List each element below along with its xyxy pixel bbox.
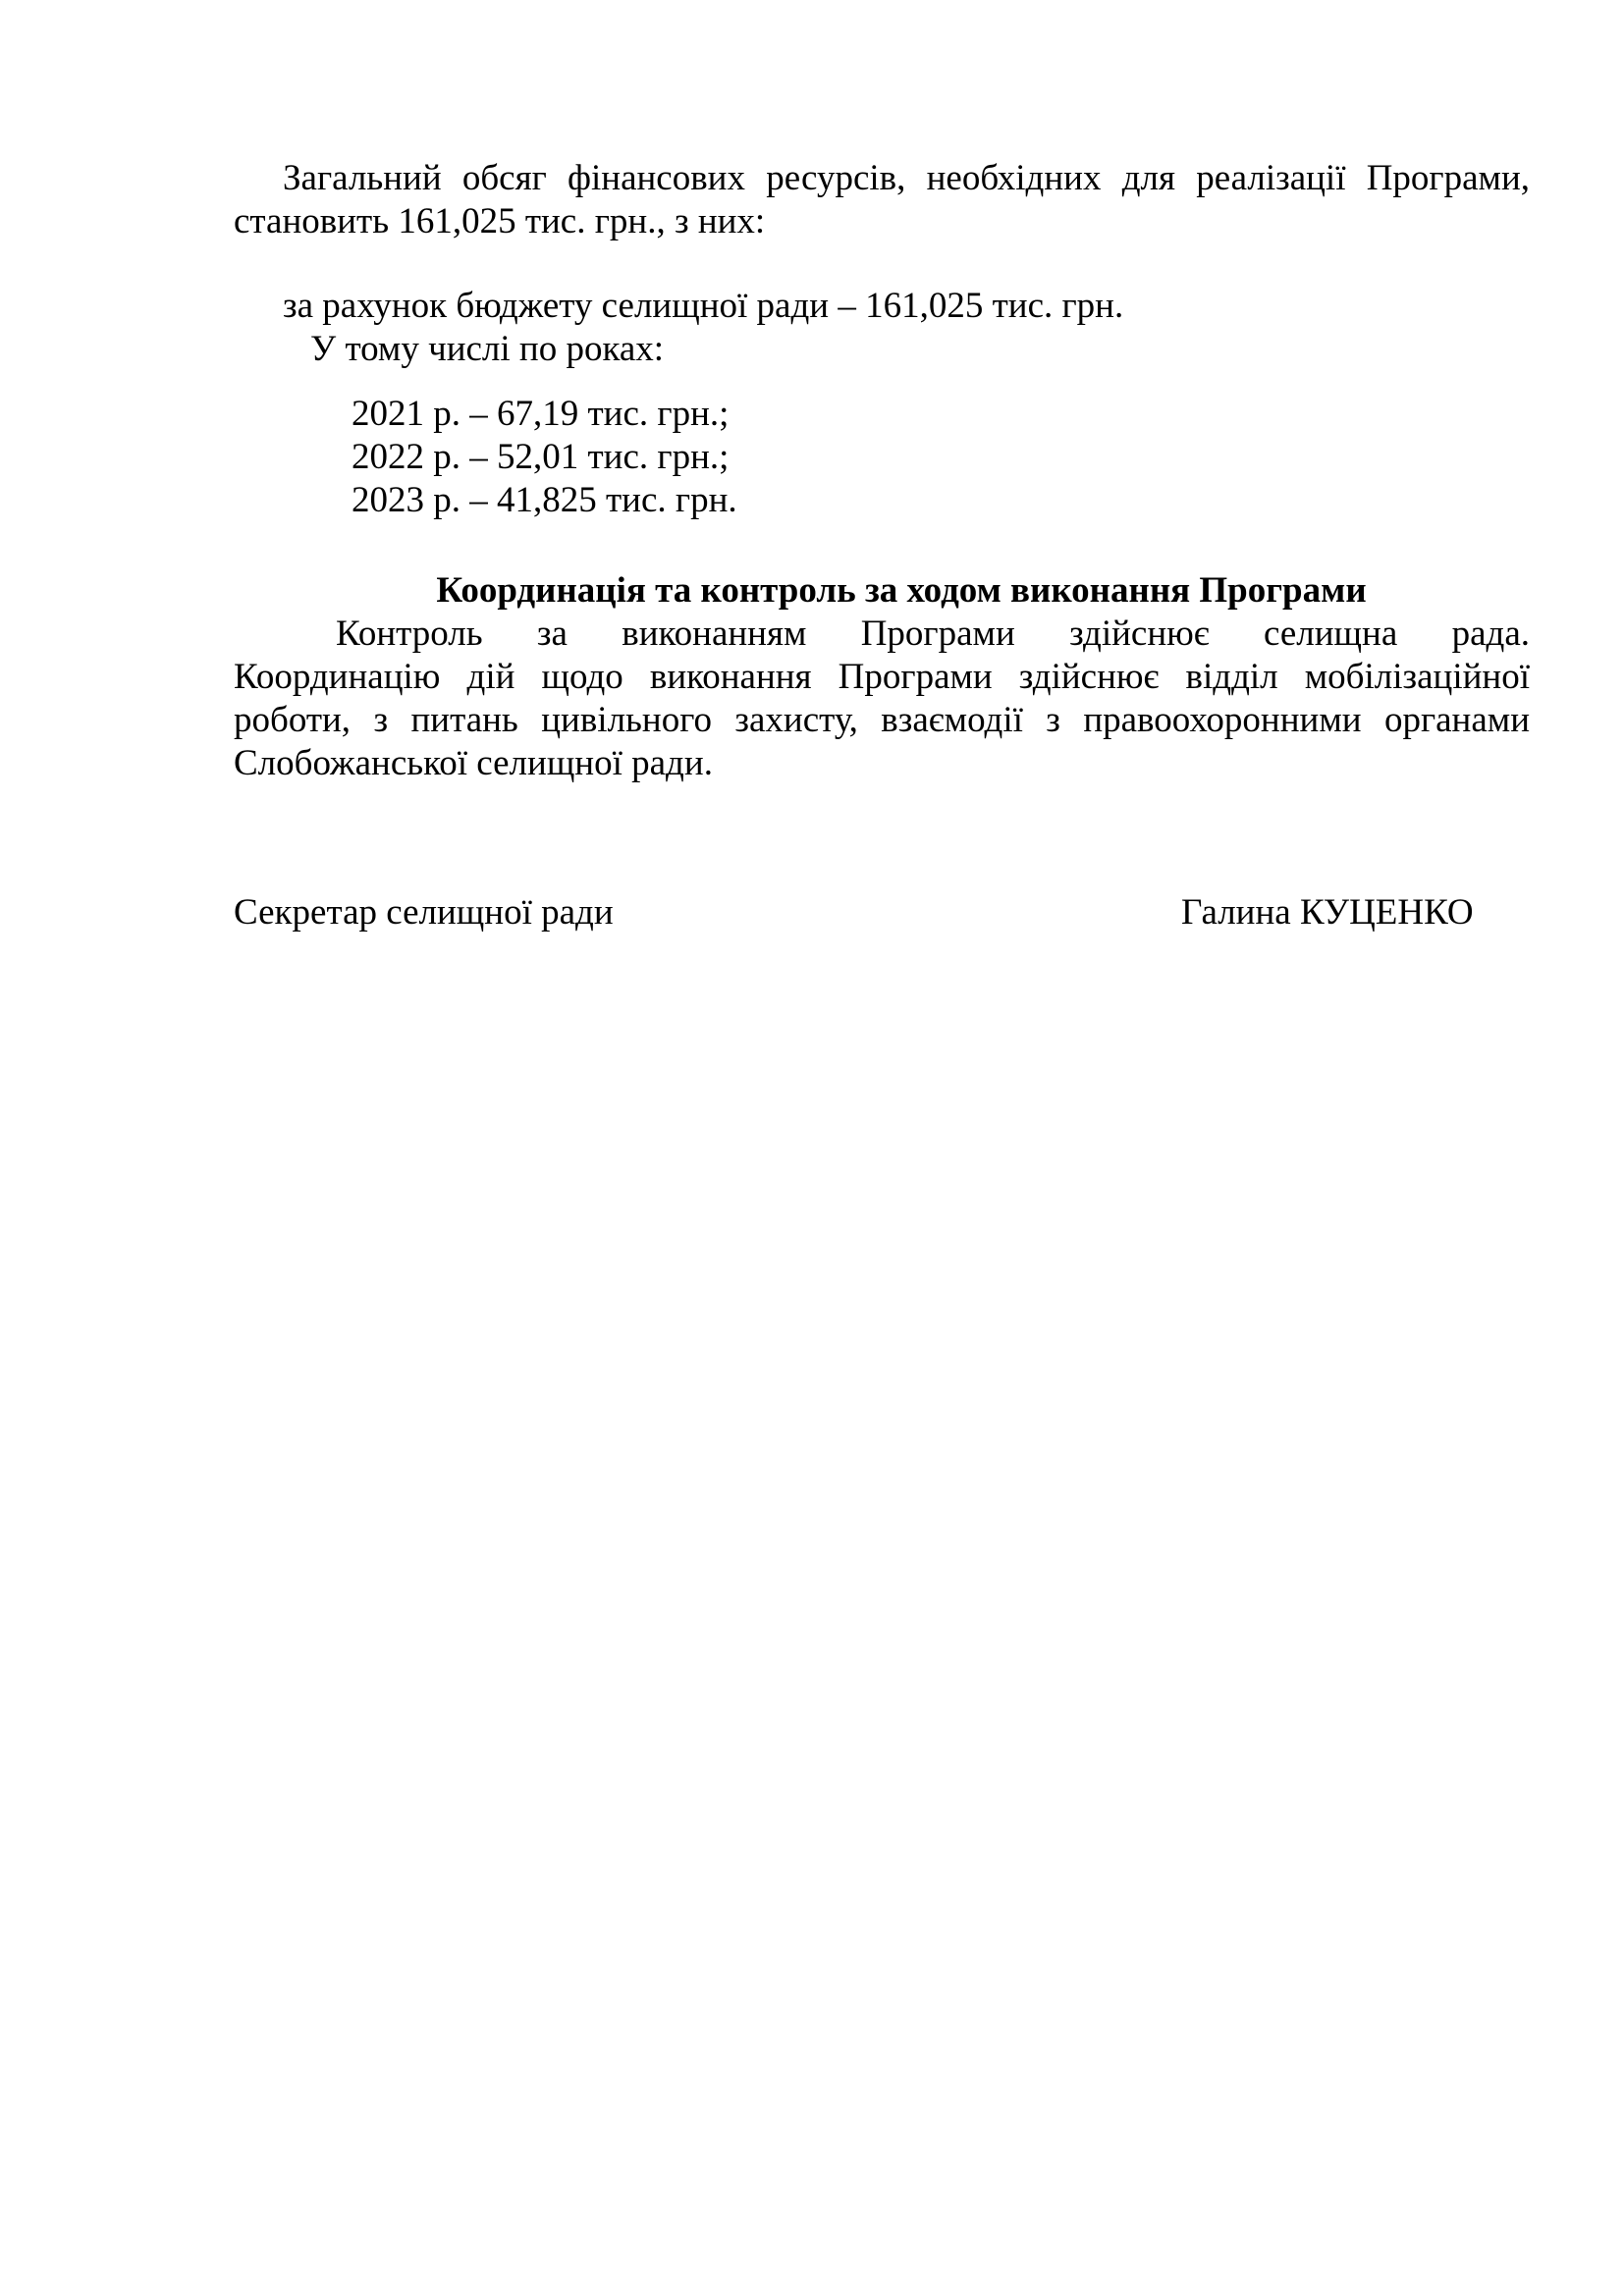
financing-budget-line: за рахунок бюджету селищної ради – 161,025 тис. грн. — [283, 286, 1124, 326]
coordination-heading: Координація та контроль за ходом виконання Програми — [436, 570, 1367, 611]
financing-by-years-label: У тому числі по роках: — [310, 329, 665, 369]
coordination-line-3: роботи, з питань цивільного захисту, взаємодії з правоохоронними органами — [234, 700, 1530, 740]
coordination-line-4: Слобожанської селищної ради. — [234, 743, 713, 783]
signature-position: Секретар селищної ради — [234, 892, 614, 933]
financing-year-2021: 2021 р. – 67,19 тис. грн.; — [352, 394, 730, 434]
coordination-line-1: Контроль за виконанням Програми здійснює селищна рада. — [336, 614, 1530, 654]
financing-year-2023: 2023 р. – 41,825 тис. грн. — [352, 480, 737, 520]
financing-intro-line-2: становить 161,025 тис. грн., з них: — [234, 201, 766, 241]
financing-intro-line-1: Загальний обсяг фінансових ресурсів, необхідних для реалізації Програми, — [283, 158, 1530, 198]
financing-year-2022: 2022 р. – 52,01 тис. грн.; — [352, 437, 730, 477]
coordination-line-2: Координацію дій щодо виконання Програми здійснює відділ мобілізаційної — [234, 657, 1530, 697]
signature-name: Галина КУЦЕНКО — [1181, 892, 1474, 933]
